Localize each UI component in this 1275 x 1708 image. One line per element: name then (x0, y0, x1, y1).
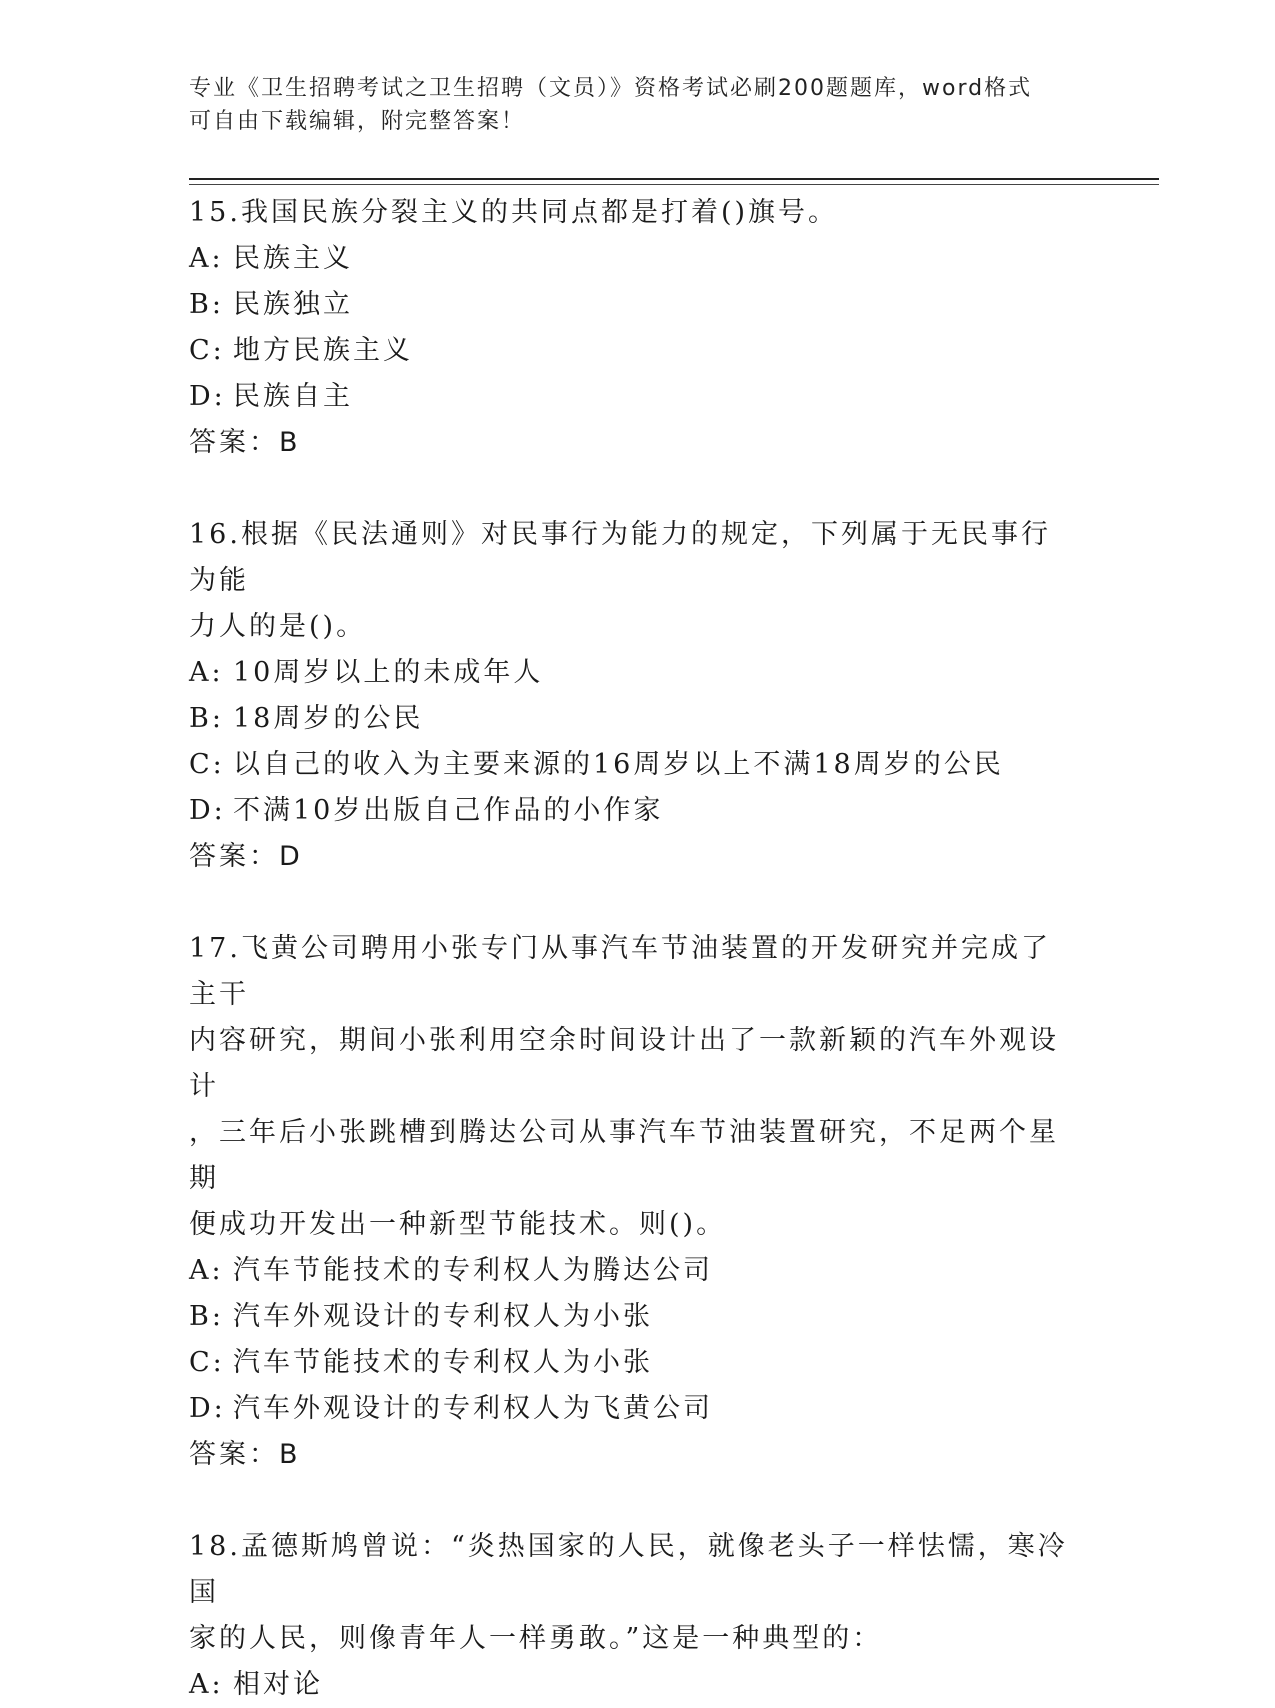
option-a (189, 1248, 1069, 1294)
option-text: 18周岁的公民 (233, 703, 424, 734)
option-c (189, 742, 1069, 788)
question-17 (189, 926, 1069, 1478)
option-label: C: (189, 749, 225, 780)
question-text: 17.飞黄公司聘用小张专门从事汽车节油装置的开发研究并完成了主干 (189, 933, 1051, 1010)
option-text: 民族自主 (233, 381, 353, 412)
option-label: B: (189, 1301, 224, 1332)
option-c (189, 1340, 1069, 1386)
option-text: 汽车外观设计的专利权人为小张 (233, 1301, 653, 1332)
question-text: ，三年后小张跳槽到腾达公司从事汽车节油装置研究，不足两个星期 (189, 1117, 1059, 1194)
answer-text: 答案：B (189, 427, 301, 458)
header-line-2: 可自由下载编辑，附完整答案！ (189, 109, 526, 134)
option-d (189, 374, 1069, 420)
header-divider-thin (189, 184, 1159, 185)
option-label: A: (189, 243, 224, 274)
option-label: B: (189, 289, 224, 320)
option-b (189, 1294, 1069, 1340)
question-list (189, 190, 1069, 1708)
option-label: D: (189, 1393, 226, 1424)
question-text: 18.孟德斯鸠曾说：“炎热国家的人民，就像老头子一样怯懦，寒冷国 (189, 1531, 1068, 1608)
question-text: 家的人民，则像青年人一样勇敢。”这是一种典型的： (189, 1623, 883, 1654)
answer-text: 答案：B (189, 1439, 301, 1470)
question-15 (189, 190, 1069, 466)
question-16 (189, 512, 1069, 880)
option-text: 民族独立 (233, 289, 353, 320)
option-text: 汽车节能技术的专利权人为腾达公司 (233, 1255, 713, 1286)
option-text: 10周岁以上的未成年人 (233, 657, 544, 688)
question-18 (189, 1524, 1069, 1708)
option-label: C: (189, 335, 225, 366)
option-b (189, 696, 1069, 742)
question-text: 力人的是()。 (189, 611, 367, 642)
option-label: A: (189, 1255, 224, 1286)
question-text: 内容研究，期间小张利用空余时间设计出了一款新颖的汽车外观设计 (189, 1025, 1059, 1102)
option-text: 民族主义 (233, 243, 353, 274)
option-label: C: (189, 1347, 225, 1378)
option-text: 相对论 (233, 1669, 323, 1700)
option-text: 地方民族主义 (233, 335, 413, 366)
option-label: D: (189, 381, 226, 412)
option-d (189, 1386, 1069, 1432)
option-label: D: (189, 795, 226, 826)
document-header (189, 72, 1069, 138)
option-text: 汽车外观设计的专利权人为飞黄公司 (233, 1393, 713, 1424)
option-c (189, 328, 1069, 374)
option-a (189, 236, 1069, 282)
option-a (189, 650, 1069, 696)
option-b (189, 282, 1069, 328)
question-text: 16.根据《民法通则》对民事行为能力的规定，下列属于无民事行为能 (189, 519, 1051, 596)
option-d (189, 788, 1069, 834)
question-text: 15.我国民族分裂主义的共同点都是打着()旗号。 (189, 197, 839, 228)
option-label: A: (189, 1669, 224, 1700)
answer-text: 答案：D (189, 841, 303, 872)
option-text: 不满10岁出版自己作品的小作家 (233, 795, 664, 826)
option-text: 汽车节能技术的专利权人为小张 (233, 1347, 653, 1378)
option-label: B: (189, 703, 224, 734)
option-text: 以自己的收入为主要来源的16周岁以上不满18周岁的公民 (233, 749, 1004, 780)
header-line-1: 专业《卫生招聘考试之卫生招聘（文员）》资格考试必刷200题题库，word格式 (189, 76, 1033, 101)
option-a (189, 1662, 1069, 1708)
option-label: A: (189, 657, 224, 688)
question-text: 便成功开发出一种新型节能技术。则()。 (189, 1209, 727, 1240)
header-divider-thick (189, 178, 1159, 180)
